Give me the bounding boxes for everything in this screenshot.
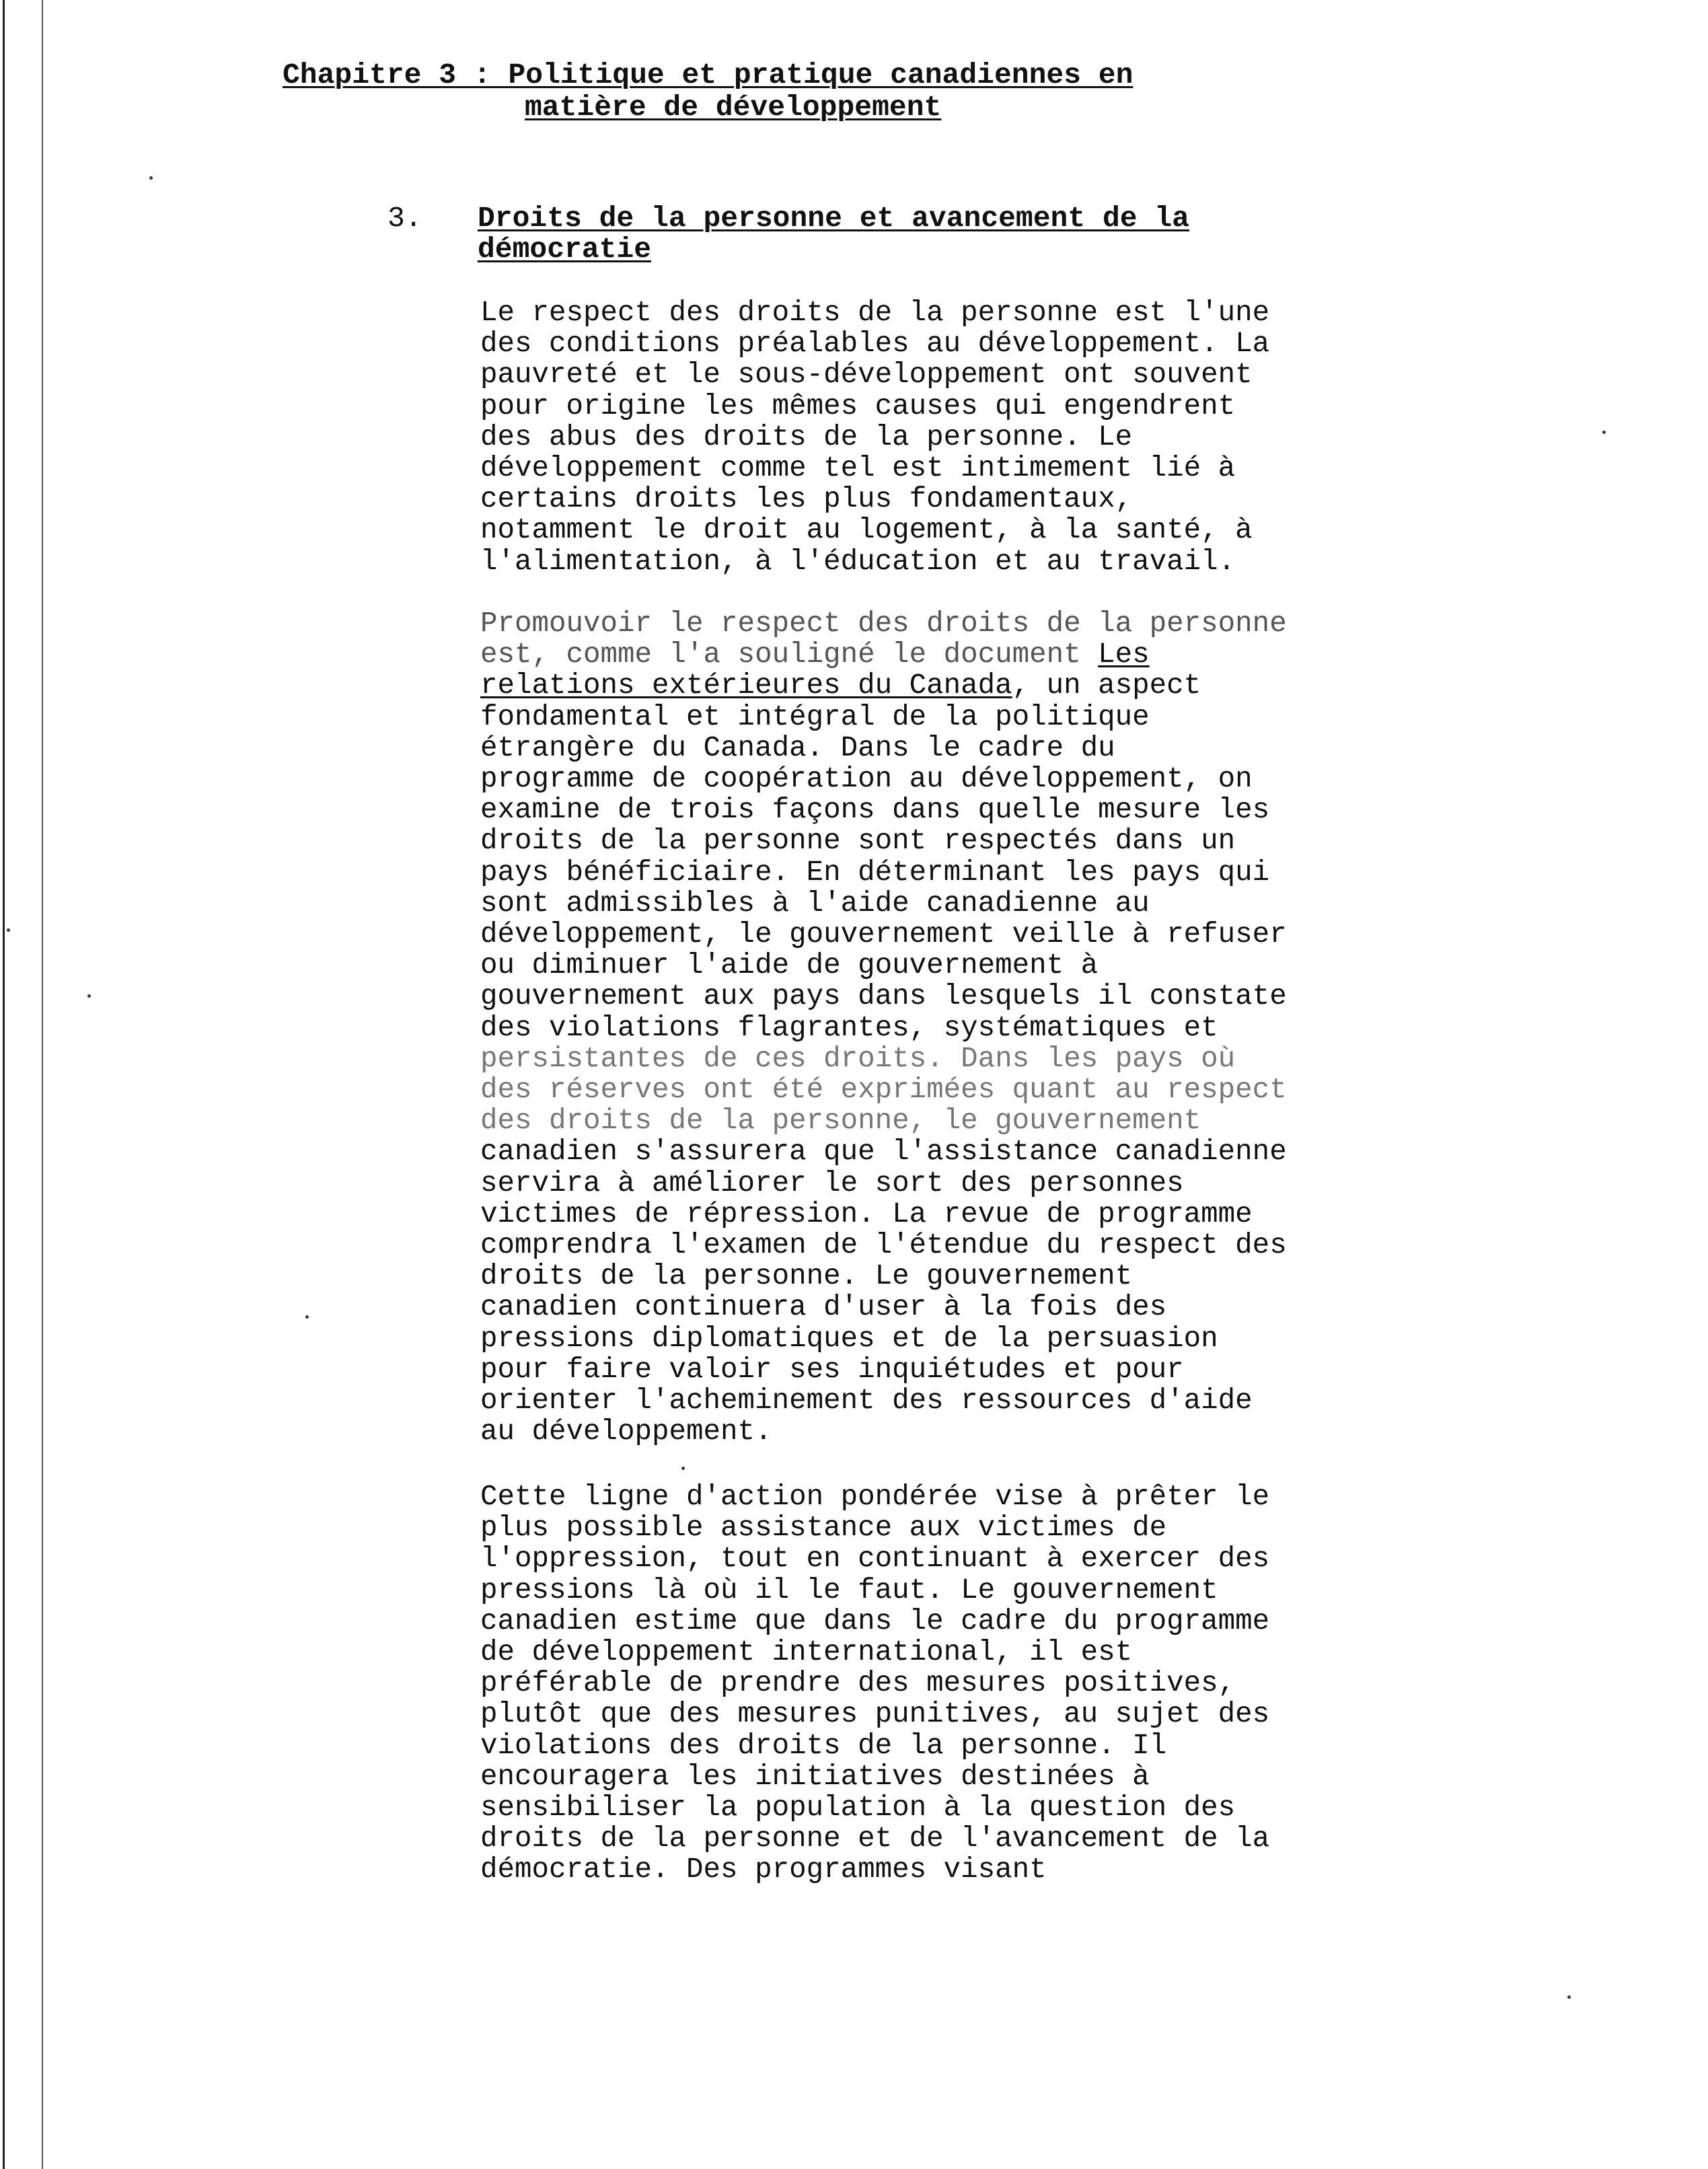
- cited-document-title: relations extérieures du Canada: [480, 669, 1012, 702]
- paragraph-2-body-faint: persistantes de ces droits. Dans les pays où des réserves ont été exprimées quant au respect des droits de la personne, le gouvernement: [480, 1042, 1287, 1138]
- cited-document-title: Les: [1098, 638, 1150, 671]
- paragraph-2-line-2: est, comme l'a souligné le document: [480, 638, 1099, 671]
- paragraph-2: [480, 608, 1597, 1447]
- scan-speck: [681, 1467, 685, 1470]
- scan-speck: [1567, 1995, 1571, 1999]
- section-title: Droits de la personne et avancement de la démocratie: [478, 202, 1189, 266]
- chapter-heading: [283, 59, 1133, 124]
- binding-edge-line: [42, 0, 43, 2169]
- section-number: 3.: [387, 202, 422, 235]
- chapter-heading-line-1: Chapitre 3 : Politique et pratique canadiennes en: [283, 59, 1134, 91]
- paragraph-2-line-1: Promouvoir le respect des droits de la personne: [480, 608, 1287, 640]
- paragraph-1: Le respect des droits de la personne est l'une des conditions préalables au développement. La pauvreté et le sous-développement ont souvent pour origine les mêmes causes qui engendrent des abus des droits de la personne. Le développement comme tel est intimement lié à certains droits les plus fondamentaux, notamment le droit au logement, à la santé, à l'alimentation, à l'éducation et au travail.: [480, 297, 1270, 578]
- binding-edge-line: [3, 0, 5, 2169]
- paragraph-2-body-a: fondamental et intégral de la politique étrangère du Canada. Dans le cadre du programme de coopération au développement, on examine de trois façons dans quelle mesure les droits de la personne sont respectés dans un pays bénéficiaire. En déterminant les pays qui sont admissibles à l'aide canadienne au développement, le gouvernement veille à refuser ou diminuer l'aide de gouvernement à gouvernement aux pays dans lesquels il constate des violations flagrantes, systématiques et: [480, 700, 1287, 1044]
- paragraph-2-body-b: canadien s'assurera que l'assistance canadienne servira à améliorer le sort des personnes victimes de répression. La revue de programme comprendra l'examen de l'étendue du respect des droits de la personne. Le gouvernement canadien continuera d'user à la fois des pressions diplomatiques et de la persuasion pour faire valoir ses inquiétudes et pour orienter l'acheminement des ressources d'aide au développement.: [480, 1136, 1287, 1448]
- scan-speck: [7, 928, 10, 932]
- paragraph-3: Cette ligne d'action pondérée vise à prêter le plus possible assistance aux victimes de l'oppression, tout en continuant à exercer des pressions là où il le faut. Le gouvernement canadien estime que dans le cadre du programme de développement international, il est préférable de prendre des mesures positives, plutôt que des mesures punitives, au sujet des violations des droits de la personne. Il encouragera les initiatives destinées à sensibiliser la population à la question des droits de la personne et de l'avancement de la démocratie. Des programmes visant: [480, 1481, 1270, 1886]
- paragraph-2-line-3: , un aspect: [1012, 669, 1201, 702]
- scan-speck: [149, 176, 153, 180]
- chapter-heading-line-2: matière de développement: [525, 91, 942, 124]
- scan-speck: [1602, 431, 1606, 434]
- scan-speck: [305, 1315, 309, 1319]
- scan-speck: [87, 994, 91, 998]
